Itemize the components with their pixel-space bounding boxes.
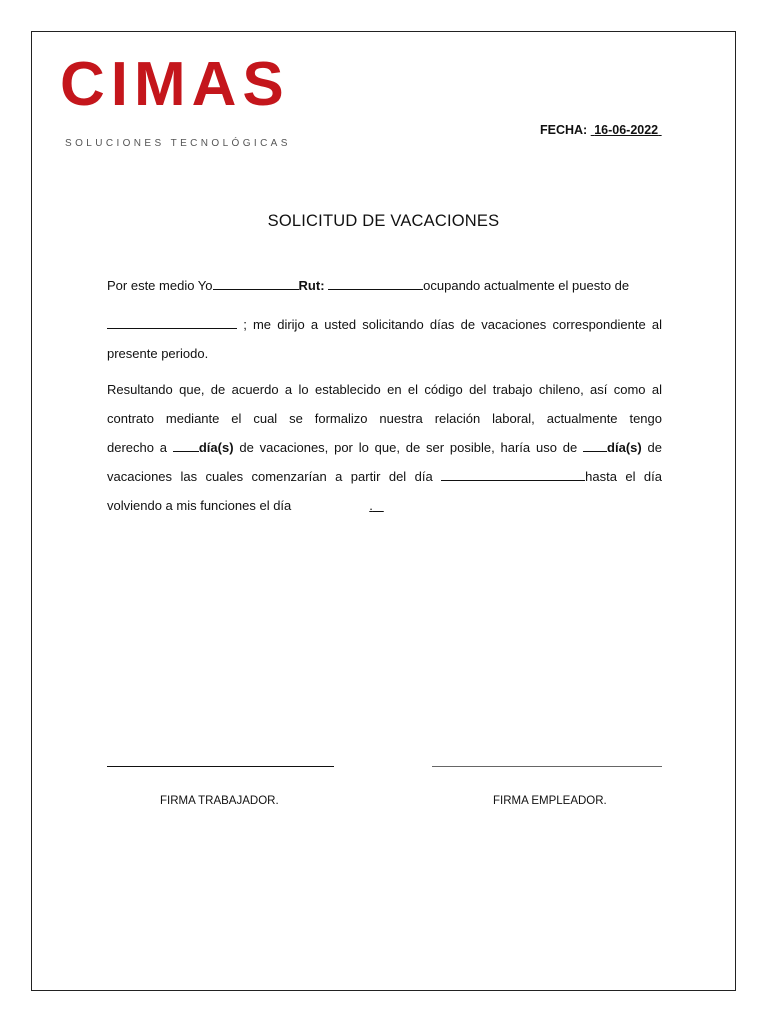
logo-wordmark: CIMAS — [60, 50, 290, 119]
text-segment: hasta el día — [585, 469, 662, 484]
text-request: ; me dirijo a usted solicitando días de vacaciones correspondiente al — [243, 317, 662, 332]
days-label: día(s) — [198, 440, 234, 455]
name-blank — [213, 275, 299, 290]
days-requested-blank — [583, 437, 607, 452]
company-logo — [60, 50, 300, 149]
text-line: contrato mediante el cual se formalizo nuestra relación laboral, actualmente tengo — [107, 411, 662, 426]
worker-signature-label: FIRMA TRABAJADOR. — [160, 795, 279, 807]
date-value: 16-06-2022 — [594, 123, 659, 137]
days-label: día(s) — [607, 440, 642, 455]
worker-signature-line — [107, 766, 334, 767]
text-line — [107, 433, 662, 462]
logo-tagline: SOLUCIONES TECNOLÓGICAS — [65, 138, 291, 149]
days-owed-field — [173, 440, 234, 455]
rut-label: Rut: — [298, 278, 325, 293]
text-line: Resultando que, de acuerdo a lo establecido en el código del trabajo chileno, así como al — [107, 382, 662, 397]
text-line — [107, 310, 662, 339]
text-segment: derecho a — [107, 440, 168, 455]
text-segment: de vacaciones, por lo que, de ser posible, haría uso de — [239, 440, 578, 455]
date-label: FECHA: — [540, 123, 588, 137]
return-date-blank — [291, 496, 369, 510]
days-requested-field — [583, 440, 642, 455]
text-line — [107, 271, 662, 300]
text-segment: volviendo a mis funciones el día — [107, 498, 292, 513]
text-segment: vacaciones las cuales comenzarían a partir del día — [107, 469, 433, 484]
employer-signature-line — [432, 766, 662, 767]
rut-blank — [328, 275, 423, 290]
text-segment: de — [647, 440, 662, 455]
date-field — [540, 123, 662, 137]
paragraph-details — [107, 375, 662, 520]
period-mark: . — [369, 498, 373, 513]
employer-signature-label: FIRMA EMPLEADOR. — [493, 795, 607, 807]
document-page — [31, 31, 736, 991]
position-blank — [107, 314, 237, 329]
start-date-blank — [441, 466, 585, 481]
document-title: SOLICITUD DE VACACIONES — [267, 212, 500, 230]
text-position: ocupando actualmente el puesto de — [423, 278, 630, 293]
text-line — [107, 339, 662, 368]
paragraph-request — [107, 271, 662, 368]
text-period: presente periodo. — [107, 346, 209, 361]
return-date-field — [291, 498, 383, 513]
text-line — [107, 491, 662, 520]
text-intro: Por este medio Yo — [107, 278, 213, 293]
text-line — [107, 462, 662, 491]
days-owed-blank — [173, 437, 199, 452]
